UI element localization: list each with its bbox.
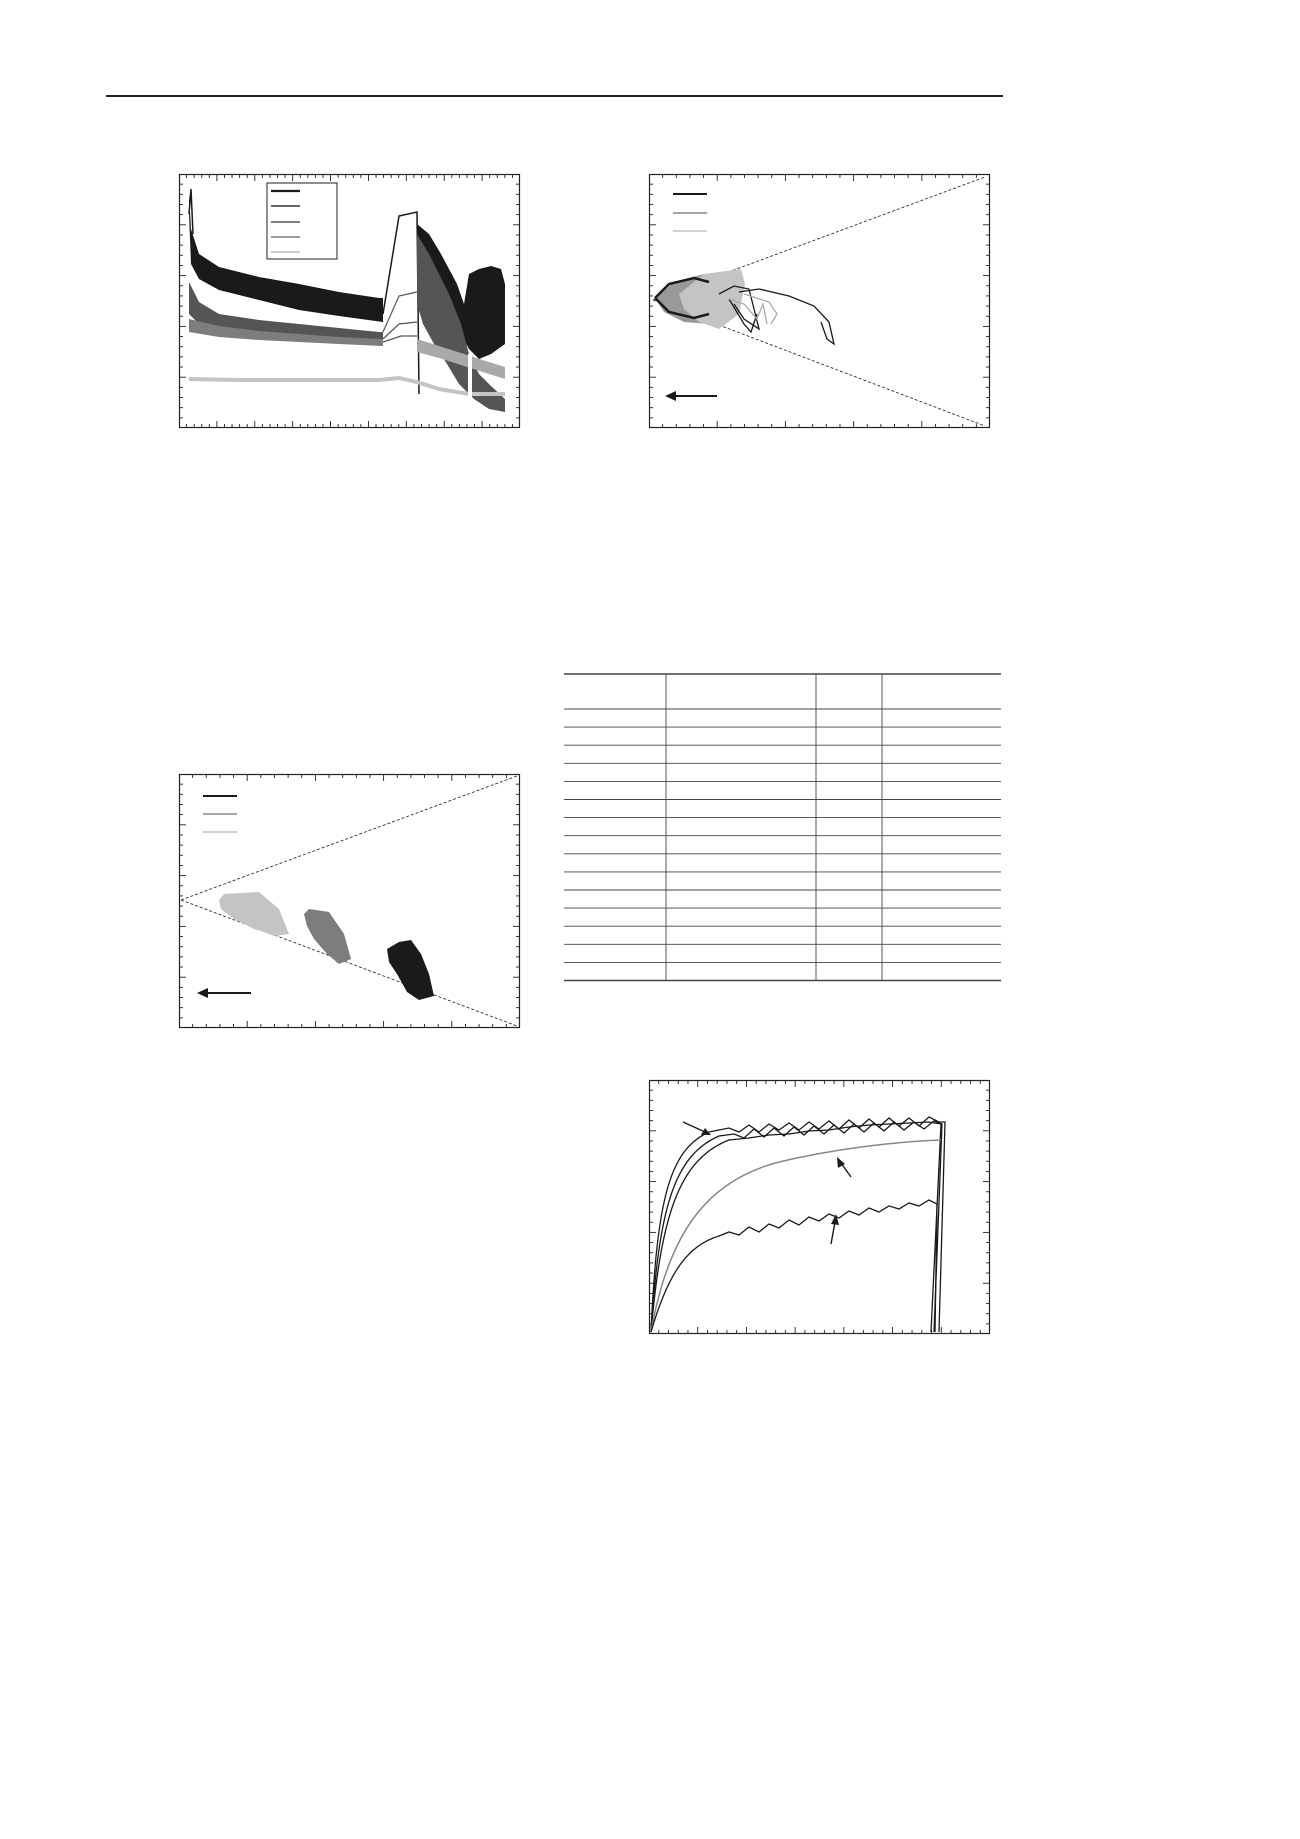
timeseries-chart [179, 174, 521, 429]
stress-strain-chart [649, 1080, 991, 1335]
loop-black [387, 940, 434, 1000]
curve-lower [651, 1200, 937, 1332]
chart-legend [673, 194, 707, 231]
stress-path-chart-top [649, 174, 991, 429]
loop-mid-gray [304, 909, 351, 964]
header-rule [106, 95, 1003, 97]
loop-light-gray [219, 892, 289, 936]
chart-legend [203, 796, 237, 832]
curve-upper-2 [651, 1121, 942, 1332]
annotation-arrow-3 [831, 1214, 839, 1244]
annotation-arrow-1 [683, 1122, 711, 1135]
failure-envelope-lower [181, 900, 517, 1026]
gap-mark [468, 354, 472, 404]
direction-arrow [197, 988, 251, 998]
chart-legend [267, 183, 337, 259]
direction-arrow [665, 391, 717, 401]
stress-path-chart-bottom [179, 774, 521, 1029]
curve-middle-gray [651, 1140, 941, 1332]
failure-envelope-upper [181, 776, 517, 900]
series-line-gray-ramp [383, 292, 417, 342]
data-table [564, 672, 1002, 984]
annotation-arrow-2 [837, 1157, 851, 1177]
